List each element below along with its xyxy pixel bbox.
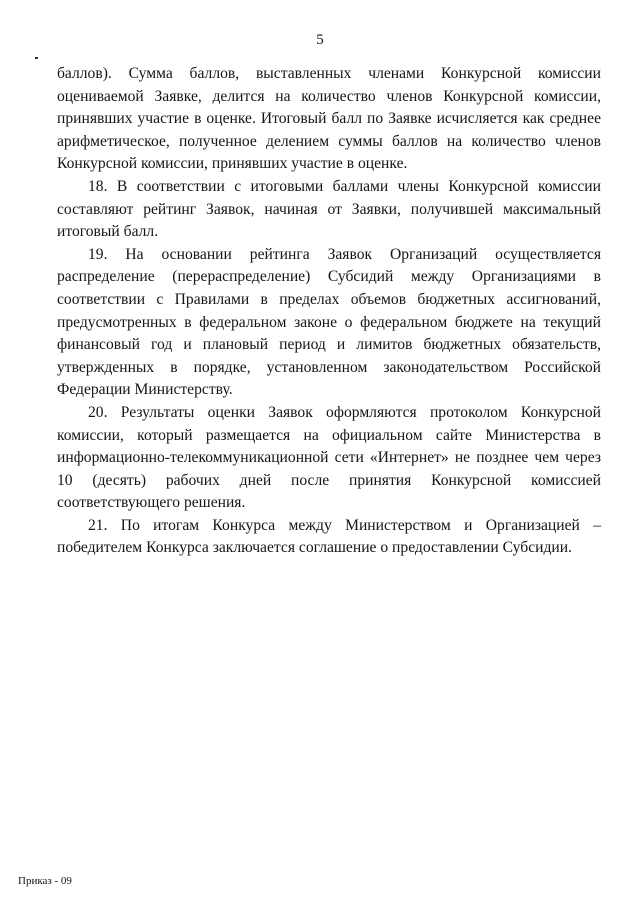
- paragraph-continuation: баллов). Сумма баллов, выставленных членами Конкурсной комиссии оцениваемой Заявке, делится на количество членов Конкурсной комиссии, принявших участие в оценке. Итоговый балл по Заявке исчисляется как среднее арифметическое, полученное делением суммы баллов на количество членов Конкурсной комиссии, принявших участие в оценке.: [57, 65, 601, 173]
- page-number: 5: [316, 32, 324, 48]
- paragraph-21: 21. По итогам Конкурса между Министерством и Организацией – победителем Конкурса заключается соглашение о предоставлении Субсидии.: [57, 516, 601, 557]
- scan-mark: [35, 57, 38, 59]
- paragraph-19: 19. На основании рейтинга Заявок Организаций осуществляется распределение (перераспределение) Субсидий между Организациями в соответствии с Правилами в пределах объемов бюджетных ассигнований, предусмотренных в федеральном законе о федеральном бюджете на текущий финансовый год и плановый период и лимитов бюджетных обязательств, утвержденных в порядке, установленном законодательством Российской Федерации Министерству.: [57, 245, 601, 399]
- paragraph-18: 18. В соответствии с итоговыми баллами члены Конкурсной комиссии составляют рейтинг Заявок, начиная от Заявки, получившей максимальный итоговый балл.: [57, 177, 601, 241]
- paragraph-20: 20. Результаты оценки Заявок оформляются протоколом Конкурсной комиссии, который размещается на официальном сайте Министерства в информационно-телекоммуникационной сети «Интернет» не позднее чем через 10 (десять) рабочих дней после принятия Конкурсной комиссией соответствующего решения.: [57, 403, 601, 512]
- document-body: [57, 63, 601, 560]
- document-footer: Приказ - 09: [18, 875, 72, 887]
